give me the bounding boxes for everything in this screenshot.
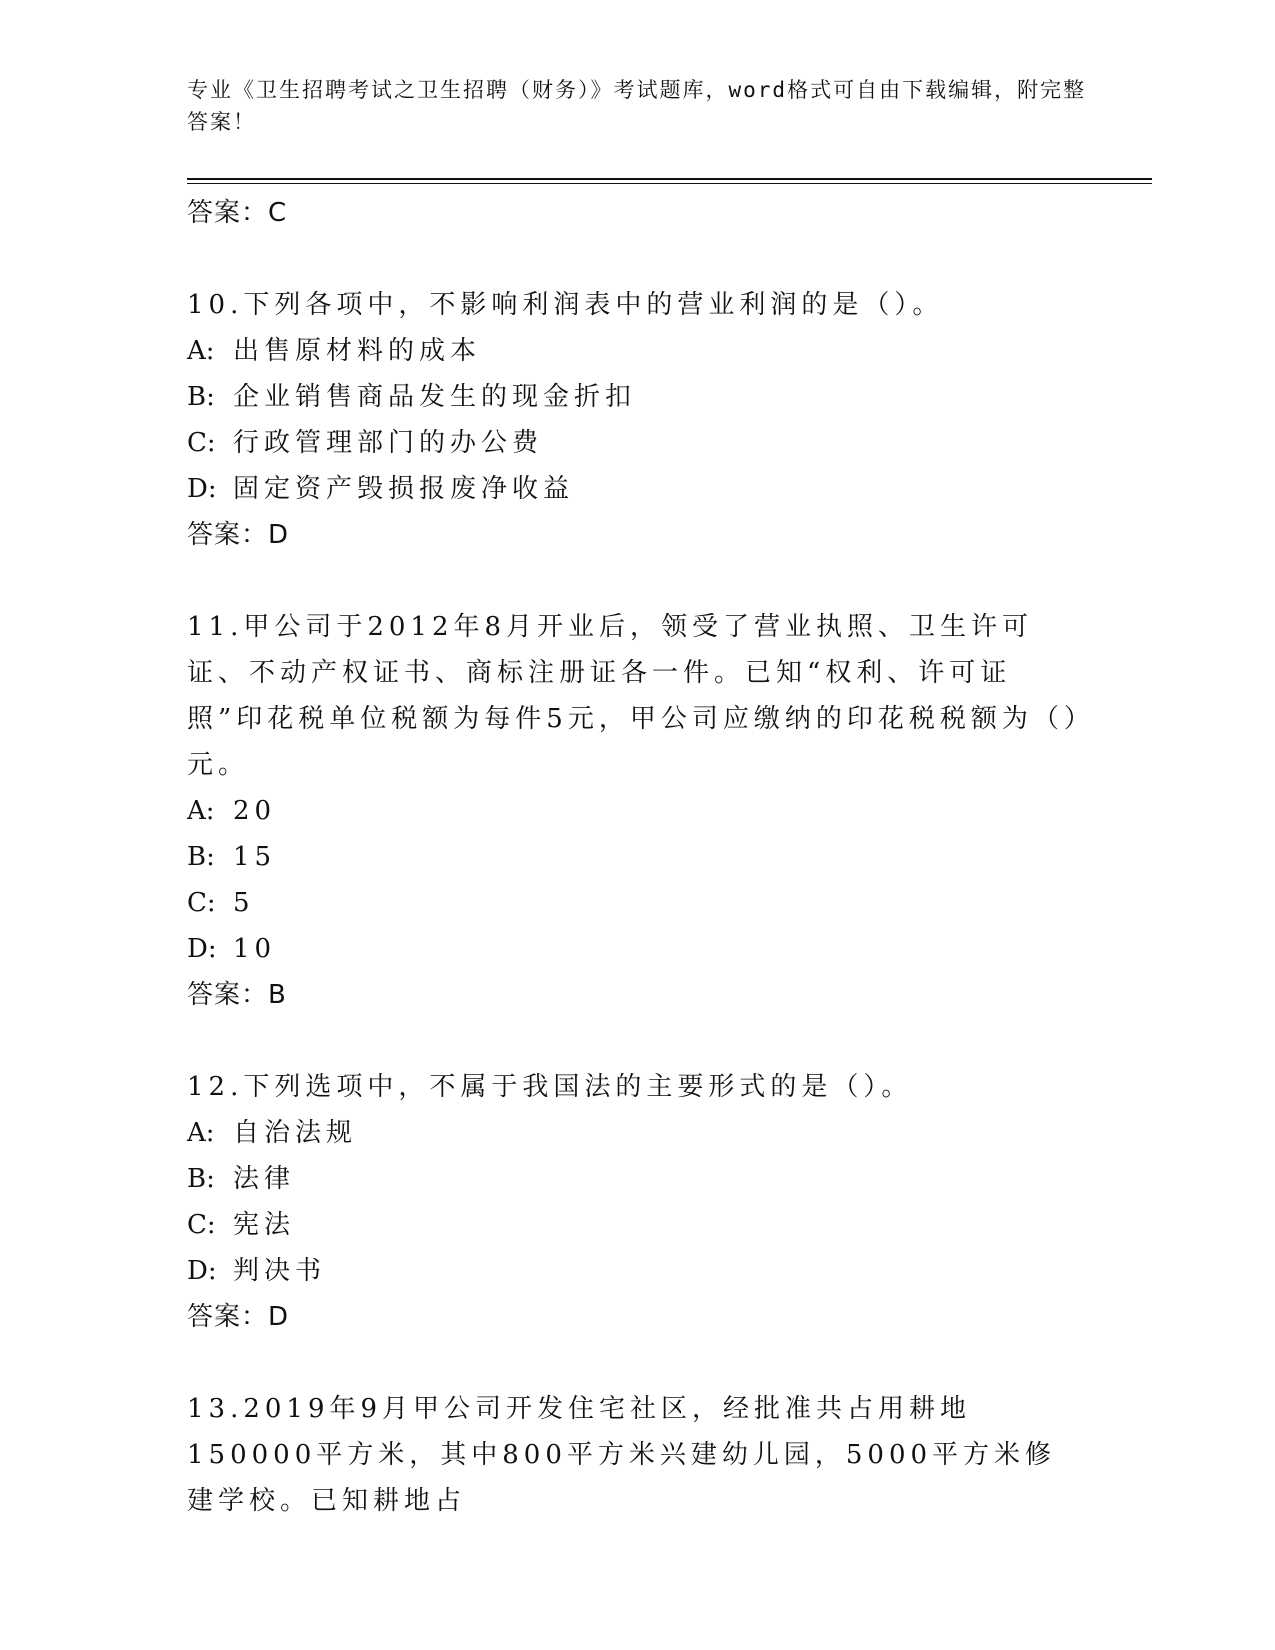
option-letter: D: <box>187 934 217 964</box>
previous-answer: 答案：C <box>187 198 288 228</box>
question-answer: 答案：B <box>187 980 287 1010</box>
option-c <box>187 880 1087 926</box>
option-c <box>187 420 1087 466</box>
option-text: 法律 <box>233 1164 296 1194</box>
option-letter: A: <box>187 796 215 826</box>
option-b <box>187 834 1087 880</box>
question-10 <box>187 282 1087 558</box>
question-stem: 12.下列选项中，不属于我国法的主要形式的是（）。 <box>187 1072 913 1102</box>
option-letter: C: <box>187 428 216 458</box>
question-answer: 答案：D <box>187 520 290 550</box>
question-stem: 13.2019年9月甲公司开发住宅社区，经批准共占用耕地150000平方米，其中800平方米兴建幼儿园，5000平方米修建学校。已知耕地占 <box>187 1394 1057 1516</box>
option-letter: B: <box>187 842 215 872</box>
option-c <box>187 1202 1087 1248</box>
option-text: 宪法 <box>233 1210 296 1240</box>
option-text: 15 <box>233 842 277 872</box>
option-b <box>187 1156 1087 1202</box>
option-letter: A: <box>187 1118 215 1148</box>
question-12 <box>187 1064 1087 1340</box>
question-answer: 答案：D <box>187 1302 290 1332</box>
question-stem: 10.下列各项中，不影响利润表中的营业利润的是（）。 <box>187 290 944 320</box>
option-a <box>187 1110 1087 1156</box>
option-letter: A: <box>187 336 215 366</box>
option-text: 20 <box>233 796 277 826</box>
option-text: 行政管理部门的办公费 <box>233 428 544 458</box>
question-list <box>187 190 1087 1524</box>
option-a <box>187 328 1087 374</box>
header-divider-thin <box>187 183 1152 184</box>
option-d <box>187 926 1087 972</box>
option-letter: D: <box>187 1256 217 1286</box>
option-letter: D: <box>187 474 217 504</box>
option-text: 出售原材料的成本 <box>233 336 482 366</box>
option-text: 判决书 <box>233 1256 327 1286</box>
option-letter: B: <box>187 382 215 412</box>
header-divider-thick <box>187 178 1152 180</box>
option-text: 自治法规 <box>233 1118 358 1148</box>
document-header: 专业《卫生招聘考试之卫生招聘（财务）》考试题库，word格式可自由下载编辑，附完整答案！ <box>187 78 1087 134</box>
option-d <box>187 466 1087 512</box>
option-d <box>187 1248 1087 1294</box>
option-text: 企业销售商品发生的现金折扣 <box>233 382 637 412</box>
option-b <box>187 374 1087 420</box>
option-text: 固定资产毁损报废净收益 <box>233 474 575 504</box>
option-letter: C: <box>187 888 216 918</box>
question-11 <box>187 604 1087 1018</box>
option-a <box>187 788 1087 834</box>
option-text: 10 <box>233 934 277 964</box>
option-text: 5 <box>233 888 255 918</box>
question-stem: 11.甲公司于2012年8月开业后，领受了营业执照、卫生许可证、不动产权证书、商标注册证各一件。已知“权利、许可证照”印花税单位税额为每件5元，甲公司应缴纳的印花税税额为（）元。 <box>187 612 1082 780</box>
option-letter: B: <box>187 1164 215 1194</box>
question-13 <box>187 1386 1087 1524</box>
option-letter: C: <box>187 1210 216 1240</box>
